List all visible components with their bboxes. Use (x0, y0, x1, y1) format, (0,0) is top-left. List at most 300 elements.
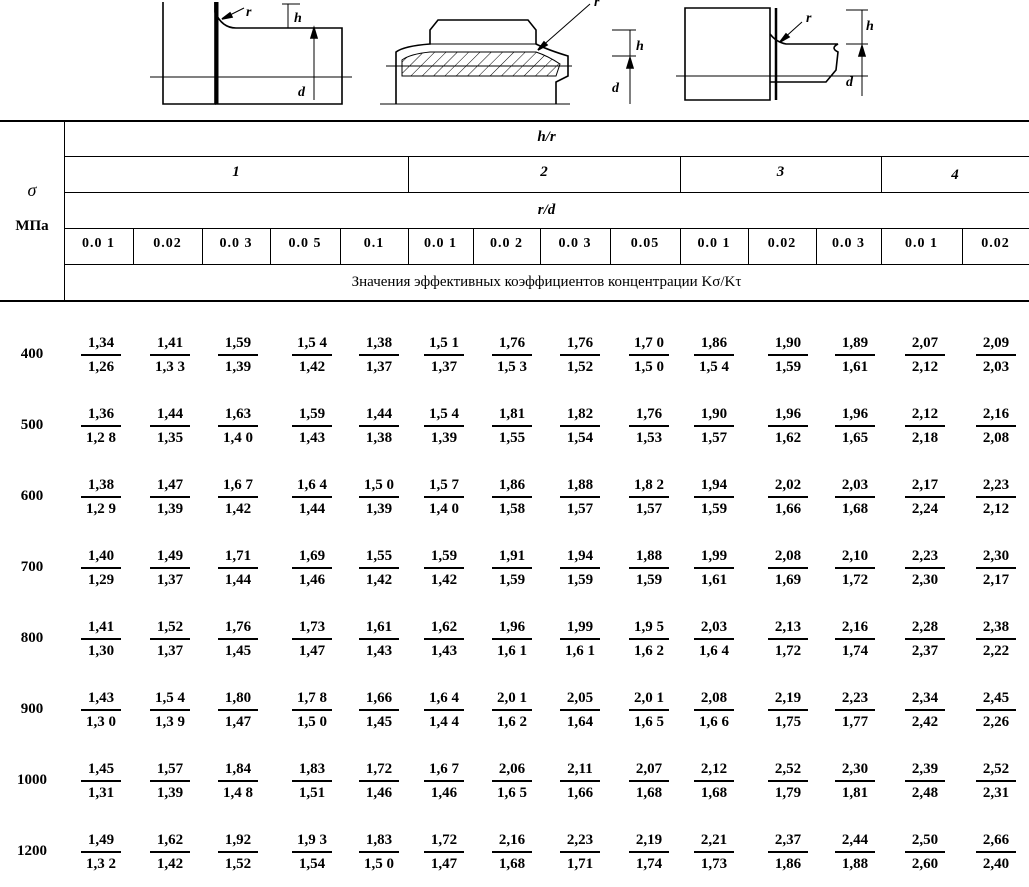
k-sigma-value: 1,82 (566, 406, 594, 422)
fraction-bar (768, 496, 808, 498)
coefficient-cell (688, 831, 740, 874)
k-sigma-value: 1,86 (700, 335, 728, 351)
k-sigma-value: 1,96 (774, 406, 802, 422)
k-sigma-value: 1,6 7 (429, 761, 459, 777)
coefficient-cell (486, 334, 538, 377)
k-tau-value: 1,39 (156, 501, 184, 517)
k-sigma-value: 2,16 (841, 619, 869, 635)
k-sigma-value: 2,10 (841, 548, 869, 564)
coefficient-cell (144, 547, 196, 590)
k-sigma-value: 2,45 (982, 690, 1010, 706)
k-sigma-value: 2,13 (774, 619, 802, 635)
rule-below-hr (64, 156, 1029, 157)
k-sigma-value: 1,83 (298, 761, 326, 777)
coefficient-cell (829, 689, 881, 732)
k-tau-value: 1,53 (635, 430, 663, 446)
k-tau-value: 1,6 1 (497, 643, 527, 659)
sigma-value: 1000 (17, 772, 47, 788)
k-tau-value: 2,40 (982, 856, 1010, 872)
coefficient-cell (970, 547, 1022, 590)
coefficient-cell (970, 476, 1022, 519)
k-tau-value: 1,54 (298, 856, 326, 872)
sketch-shoulder-shaft (676, 8, 868, 100)
fraction-bar (492, 780, 532, 782)
coefficient-cell (212, 476, 264, 519)
k-tau-value: 1,88 (841, 856, 869, 872)
fraction-bar (218, 354, 258, 356)
fraction-bar (835, 496, 875, 498)
k-sigma-value: 1,59 (224, 335, 252, 351)
fraction-bar (292, 851, 332, 853)
k-tau-value: 2,18 (911, 430, 939, 446)
fraction-bar (976, 780, 1016, 782)
fraction-bar (150, 851, 190, 853)
k-tau-value: 1,74 (635, 856, 663, 872)
rd-value: 0.0 3 (558, 236, 592, 251)
coefficient-cell (554, 334, 606, 377)
k-sigma-value: 1,73 (298, 619, 326, 635)
coefficient-cell (899, 831, 951, 874)
coefficient-cell (970, 831, 1022, 874)
rd-value: 0.0 1 (82, 236, 115, 251)
k-sigma-value: 1,96 (841, 406, 869, 422)
coefficient-cell (762, 405, 814, 448)
k-tau-value: 1,59 (774, 359, 802, 375)
fraction-bar (218, 638, 258, 640)
coefficient-cell (762, 831, 814, 874)
k-tau-value: 2,24 (911, 501, 939, 517)
k-tau-value: 1,44 (224, 572, 252, 588)
k-tau-value: 1,57 (566, 501, 594, 517)
k-tau-value: 1,59 (635, 572, 663, 588)
k-tau-value: 1,59 (700, 501, 728, 517)
k-tau-value: 1,4 0 (223, 430, 253, 446)
coefficient-cell (353, 334, 405, 377)
coefficient-cell (623, 405, 675, 448)
label-r-1: r (246, 5, 252, 20)
k-tau-value: 2,17 (982, 572, 1010, 588)
k-sigma-value: 1,47 (156, 477, 184, 493)
k-tau-value: 1,35 (156, 430, 184, 446)
coefficient-cell (144, 334, 196, 377)
rd-value: 0.05 (630, 236, 660, 251)
fraction-bar (560, 780, 600, 782)
rd-value: 0.02 (153, 236, 182, 251)
k-tau-value: 1,4 8 (223, 785, 253, 801)
coefficient-cell (353, 831, 405, 874)
sigma-value: 700 (20, 559, 44, 575)
coefficient-cell (286, 689, 338, 732)
fraction-bar (694, 709, 734, 711)
coefficient-cell (75, 689, 127, 732)
coefficient-cell (486, 547, 538, 590)
coefficient-cell (970, 405, 1022, 448)
rd-value: 0.0 3 (832, 236, 865, 251)
coefficient-cell (762, 618, 814, 661)
fraction-bar (835, 709, 875, 711)
k-sigma-value: 1,92 (224, 832, 252, 848)
fraction-bar (424, 709, 464, 711)
coefficient-cell (353, 405, 405, 448)
r-over-d-label: r/d (537, 202, 556, 218)
k-sigma-value: 1,45 (87, 761, 115, 777)
coefficient-cell (554, 831, 606, 874)
coefficient-cell (144, 618, 196, 661)
coefficient-cell (623, 476, 675, 519)
fraction-bar (835, 638, 875, 640)
fraction-bar (359, 851, 399, 853)
sigma-value: 800 (20, 630, 44, 646)
coefficient-cell (486, 831, 538, 874)
coefficient-cell (688, 618, 740, 661)
fraction-bar (629, 496, 669, 498)
coefficient-cell (970, 618, 1022, 661)
fraction-bar (905, 354, 945, 356)
k-tau-value: 2,12 (911, 359, 939, 375)
k-sigma-value: 1,40 (87, 548, 115, 564)
k-tau-value: 1,81 (841, 785, 869, 801)
coefficient-cell (688, 476, 740, 519)
k-sigma-value: 2,19 (635, 832, 663, 848)
k-sigma-value: 1,94 (700, 477, 728, 493)
label-d-3: d (846, 75, 853, 90)
k-tau-value: 1,5 4 (699, 359, 729, 375)
fraction-bar (905, 567, 945, 569)
fraction-bar (424, 354, 464, 356)
k-sigma-value: 1,59 (298, 406, 326, 422)
k-sigma-value: 1,34 (87, 335, 115, 351)
k-sigma-value: 1,52 (156, 619, 184, 635)
k-sigma-value: 2,07 (635, 761, 663, 777)
k-tau-value: 1,66 (774, 501, 802, 517)
k-sigma-value: 1,6 4 (297, 477, 327, 493)
fraction-bar (560, 567, 600, 569)
fraction-bar (560, 638, 600, 640)
coefficient-cell (486, 618, 538, 661)
k-tau-value: 1,4 4 (429, 714, 459, 730)
k-sigma-value: 2,52 (982, 761, 1010, 777)
k-sigma-value: 1,96 (498, 619, 526, 635)
k-sigma-value: 1,59 (430, 548, 458, 564)
coefficient-cell (75, 831, 127, 874)
k-sigma-value: 1,5 0 (364, 477, 394, 493)
k-sigma-value: 1,62 (430, 619, 458, 635)
fraction-bar (905, 851, 945, 853)
fraction-bar (218, 496, 258, 498)
rd-value: 0.0 2 (490, 236, 523, 251)
k-sigma-value: 2,39 (911, 761, 939, 777)
sketch-canvas (0, 0, 1029, 118)
fraction-bar (835, 567, 875, 569)
sigma-value: 400 (20, 346, 44, 362)
coefficient-cell (623, 831, 675, 874)
k-tau-value: 1,5 0 (634, 359, 664, 375)
k-tau-value: 1,6 2 (634, 643, 664, 659)
coefficient-cell (762, 547, 814, 590)
fraction-bar (81, 709, 121, 711)
k-sigma-value: 2,02 (774, 477, 802, 493)
coefficient-cell (212, 618, 264, 661)
k-tau-value: 1,74 (841, 643, 869, 659)
coefficient-cell (554, 689, 606, 732)
k-tau-value: 1,57 (700, 430, 728, 446)
coefficient-cell (144, 760, 196, 803)
fraction-bar (218, 425, 258, 427)
table-body (0, 302, 1029, 887)
k-tau-value: 1,42 (430, 572, 458, 588)
shaft-fillet-sketches (0, 0, 1029, 118)
fraction-bar (424, 638, 464, 640)
coefficient-cell (286, 831, 338, 874)
k-sigma-value: 2,03 (841, 477, 869, 493)
rule-below-rd-values (64, 264, 1029, 265)
coefficient-cell (353, 476, 405, 519)
coefficient-cell (554, 405, 606, 448)
fraction-bar (835, 425, 875, 427)
k-sigma-value: 2,08 (700, 690, 728, 706)
fraction-bar (905, 496, 945, 498)
rule-below-groups (64, 192, 1029, 193)
fraction-bar (560, 496, 600, 498)
k-tau-value: 1,26 (87, 359, 115, 375)
label-h-2: h (636, 39, 644, 54)
k-sigma-value: 1,66 (365, 690, 393, 706)
k-tau-value: 1,42 (156, 856, 184, 872)
fraction-bar (150, 425, 190, 427)
header-top-rule (0, 120, 1029, 122)
coefficient-cell (486, 760, 538, 803)
fraction-bar (629, 709, 669, 711)
k-sigma-value: 2,19 (774, 690, 802, 706)
coefficient-cell (899, 405, 951, 448)
fraction-bar (492, 496, 532, 498)
k-sigma-value: 1,49 (156, 548, 184, 564)
k-tau-value: 1,47 (224, 714, 252, 730)
coefficient-cell (970, 334, 1022, 377)
coefficient-cell (418, 760, 470, 803)
fraction-bar (768, 425, 808, 427)
fraction-bar (81, 354, 121, 356)
coefficient-cell (418, 547, 470, 590)
k-tau-value: 1,6 5 (634, 714, 664, 730)
coefficient-cell (212, 760, 264, 803)
k-sigma-value: 2,11 (567, 761, 593, 777)
k-sigma-value: 1,69 (298, 548, 326, 564)
coefficient-cell (418, 334, 470, 377)
fraction-bar (905, 709, 945, 711)
coefficient-cell (762, 689, 814, 732)
coefficient-cell (286, 618, 338, 661)
sigma-value: 1200 (17, 843, 47, 859)
k-sigma-value: 1,5 4 (297, 335, 327, 351)
coefficient-cell (623, 689, 675, 732)
coefficient-cell (212, 405, 264, 448)
k-sigma-value: 1,49 (87, 832, 115, 848)
k-sigma-value: 1,9 5 (634, 619, 664, 635)
k-sigma-value: 2,23 (841, 690, 869, 706)
k-sigma-value: 1,94 (566, 548, 594, 564)
fraction-bar (560, 709, 600, 711)
rd-value: 0.0 1 (424, 236, 457, 251)
k-tau-value: 2,37 (911, 643, 939, 659)
k-tau-value: 1,55 (498, 430, 526, 446)
fraction-bar (292, 638, 332, 640)
coefficient-cell (899, 476, 951, 519)
fraction-bar (768, 638, 808, 640)
rd-value: 0.0 5 (288, 236, 322, 251)
k-sigma-value: 1,72 (430, 832, 458, 848)
k-sigma-value: 2,0 1 (634, 690, 664, 706)
fraction-bar (768, 851, 808, 853)
fraction-bar (694, 851, 734, 853)
fraction-bar (694, 780, 734, 782)
k-tau-value: 1,45 (224, 643, 252, 659)
k-sigma-value: 2,09 (982, 335, 1010, 351)
k-tau-value: 1,61 (700, 572, 728, 588)
coefficient-cell (688, 334, 740, 377)
k-tau-value: 2,26 (982, 714, 1010, 730)
coefficient-cell (762, 760, 814, 803)
k-tau-value: 1,46 (365, 785, 393, 801)
k-tau-value: 1,77 (841, 714, 869, 730)
k-tau-value: 1,62 (774, 430, 802, 446)
coefficient-cell (829, 547, 881, 590)
k-tau-value: 1,39 (365, 501, 393, 517)
coefficient-cell (144, 689, 196, 732)
k-sigma-value: 1,5 4 (155, 690, 185, 706)
fraction-bar (905, 780, 945, 782)
sigma-value: 900 (20, 701, 44, 717)
coefficient-cell (75, 334, 127, 377)
fraction-bar (359, 496, 399, 498)
fraction-bar (218, 780, 258, 782)
k-sigma-value: 1,80 (224, 690, 252, 706)
coefficient-cell (212, 334, 264, 377)
k-sigma-value: 2,50 (911, 832, 939, 848)
k-sigma-value: 1,99 (566, 619, 594, 635)
k-tau-value: 1,6 4 (699, 643, 729, 659)
k-sigma-value: 1,83 (365, 832, 393, 848)
fraction-bar (629, 425, 669, 427)
fraction-bar (424, 851, 464, 853)
k-sigma-value: 1,61 (365, 619, 393, 635)
fraction-bar (292, 496, 332, 498)
k-tau-value: 1,46 (298, 572, 326, 588)
k-tau-value: 1,47 (298, 643, 326, 659)
label-r-3: r (806, 11, 812, 26)
k-sigma-value: 1,5 1 (429, 335, 459, 351)
fraction-bar (81, 638, 121, 640)
k-tau-value: 1,45 (365, 714, 393, 730)
k-sigma-value: 1,6 4 (429, 690, 459, 706)
k-sigma-value: 1,88 (635, 548, 663, 564)
coefficient-cell (762, 334, 814, 377)
fraction-bar (976, 567, 1016, 569)
k-tau-value: 1,6 2 (497, 714, 527, 730)
k-sigma-value: 2,23 (566, 832, 594, 848)
k-tau-value: 1,65 (841, 430, 869, 446)
fraction-bar (150, 496, 190, 498)
group-label-2: 2 (540, 164, 548, 180)
k-sigma-value: 2,30 (982, 548, 1010, 564)
fraction-bar (292, 425, 332, 427)
k-sigma-value: 2,16 (498, 832, 526, 848)
k-tau-value: 1,52 (224, 856, 252, 872)
coefficient-cell (554, 760, 606, 803)
fraction-bar (81, 425, 121, 427)
coefficient-cell (688, 547, 740, 590)
k-sigma-value: 1,7 0 (634, 335, 664, 351)
fraction-bar (976, 709, 1016, 711)
table-caption: Значения эффективных коэффициентов концентрации Kσ/Kτ (351, 274, 742, 290)
coefficient-cell (623, 760, 675, 803)
k-sigma-value: 1,44 (156, 406, 184, 422)
rd-value: 0.0 1 (905, 236, 938, 251)
coefficient-cell (212, 831, 264, 874)
coefficient-cell (623, 618, 675, 661)
coefficient-cell (899, 689, 951, 732)
k-sigma-value: 1,62 (156, 832, 184, 848)
coefficient-cell (829, 831, 881, 874)
k-sigma-value: 2,23 (911, 548, 939, 564)
k-sigma-value: 1,71 (224, 548, 252, 564)
k-sigma-value: 1,90 (700, 406, 728, 422)
fraction-bar (560, 851, 600, 853)
fraction-bar (492, 709, 532, 711)
fraction-bar (629, 567, 669, 569)
coefficient-cell (829, 405, 881, 448)
coefficient-cell (144, 831, 196, 874)
coefficient-cell (688, 689, 740, 732)
k-tau-value: 1,43 (298, 430, 326, 446)
coefficient-cell (144, 405, 196, 448)
k-sigma-value: 1,41 (87, 619, 115, 635)
fraction-bar (492, 425, 532, 427)
k-tau-value: 1,6 1 (565, 643, 595, 659)
k-sigma-value: 1,76 (635, 406, 663, 422)
k-tau-value: 1,42 (365, 572, 393, 588)
k-sigma-value: 1,6 7 (223, 477, 253, 493)
k-sigma-value: 2,23 (982, 477, 1010, 493)
coefficient-cell (554, 547, 606, 590)
k-sigma-value: 1,57 (156, 761, 184, 777)
fraction-bar (835, 354, 875, 356)
fraction-bar (150, 354, 190, 356)
rd-value: 0.02 (767, 236, 797, 251)
k-sigma-value: 1,7 8 (297, 690, 327, 706)
coefficient-cell (486, 405, 538, 448)
fraction-bar (359, 780, 399, 782)
k-tau-value: 1,37 (156, 572, 184, 588)
k-tau-value: 1,73 (700, 856, 728, 872)
k-tau-value: 1,39 (156, 785, 184, 801)
fraction-bar (492, 567, 532, 569)
k-sigma-value: 2,06 (498, 761, 526, 777)
coefficient-cell (829, 618, 881, 661)
fraction-bar (768, 780, 808, 782)
k-sigma-value: 2,16 (982, 406, 1010, 422)
fraction-bar (976, 496, 1016, 498)
coefficient-cell (286, 760, 338, 803)
fraction-bar (835, 851, 875, 853)
coefficient-cell (970, 760, 1022, 803)
k-tau-value: 1,52 (566, 359, 594, 375)
k-sigma-value: 1,89 (841, 335, 869, 351)
fraction-bar (218, 851, 258, 853)
k-tau-value: 2,08 (982, 430, 1010, 446)
k-tau-value: 1,43 (430, 643, 458, 659)
fraction-bar (976, 851, 1016, 853)
